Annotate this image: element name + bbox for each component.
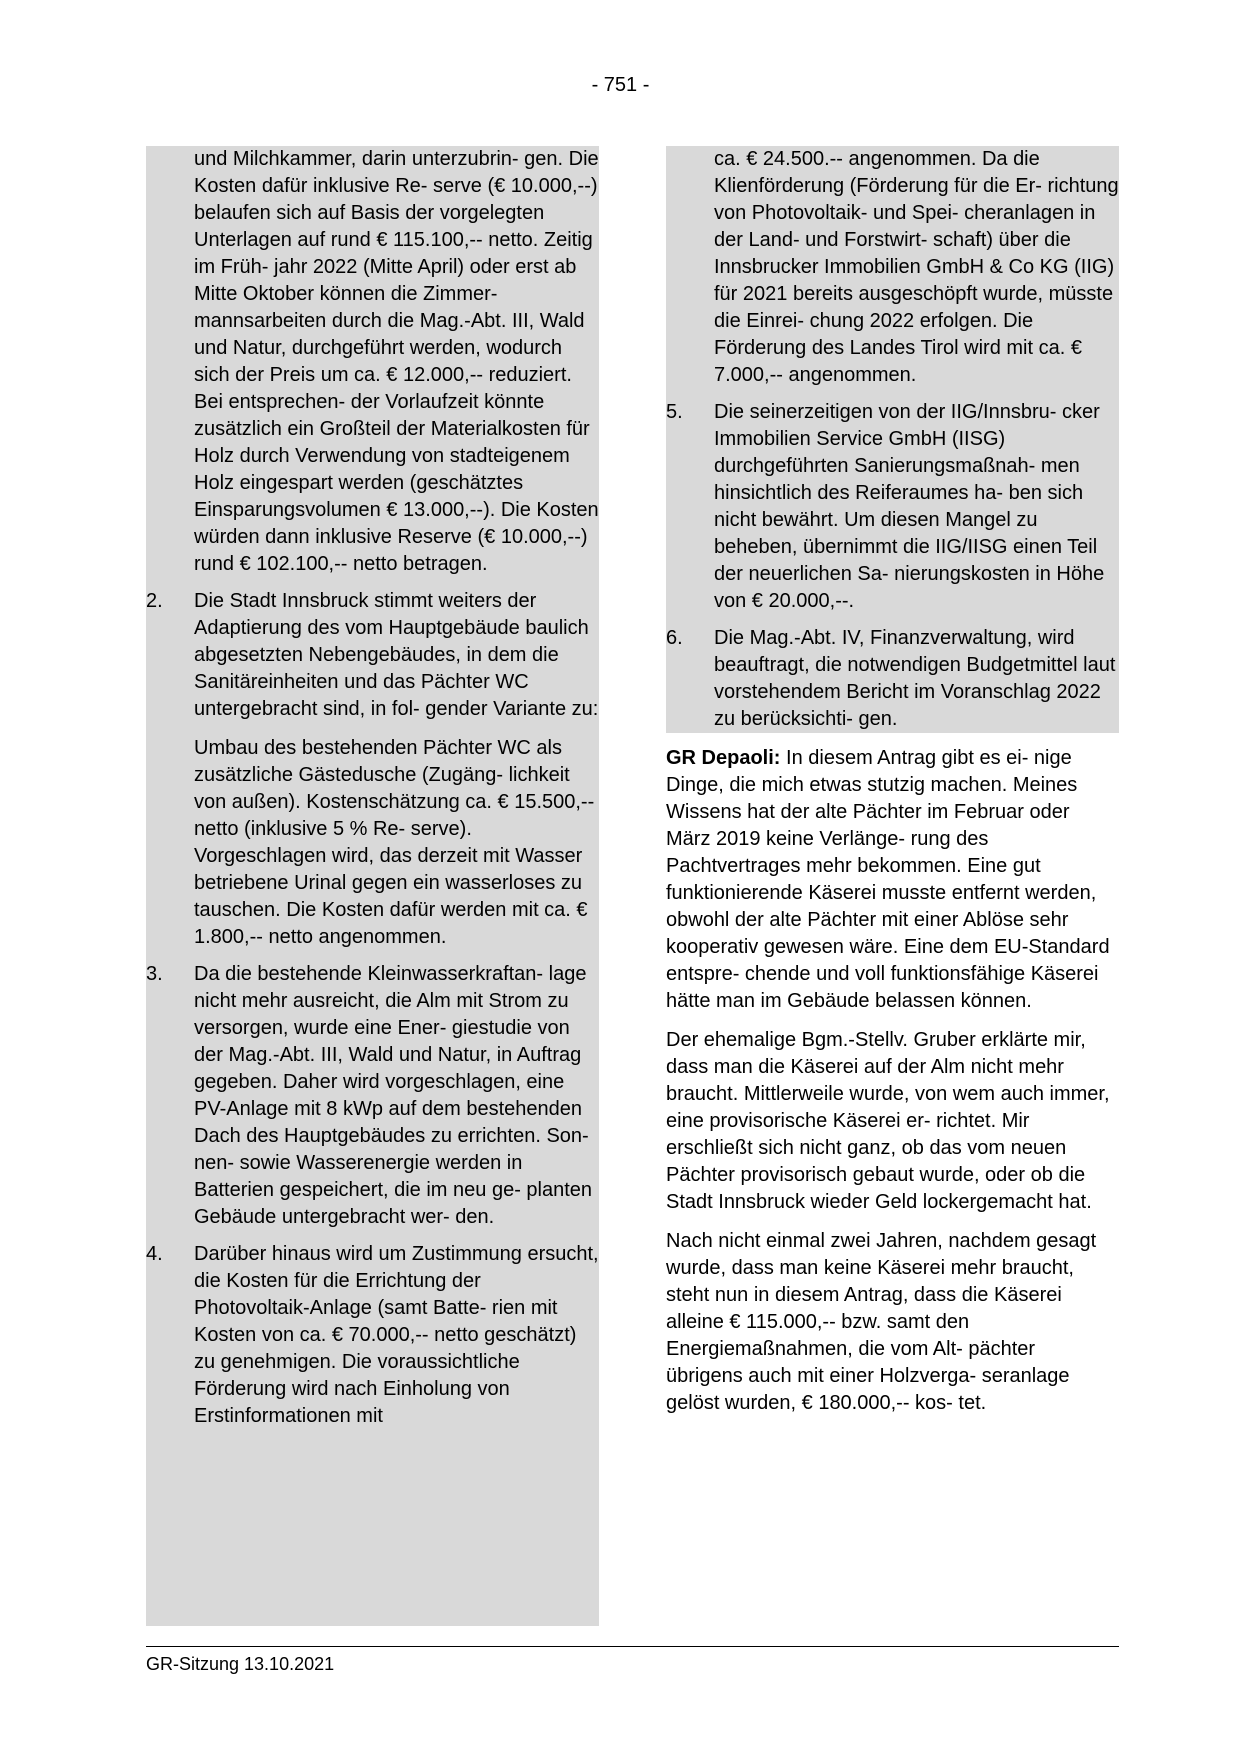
list-item-5 (666, 399, 1119, 615)
list-number: 3. (146, 963, 163, 985)
speech-paragraph-2: Der ehemalige Bgm.-Stellv. Gruber erklärte mir, dass man die Käserei auf der Alm nicht mehr braucht. Mittlerweile wurde, von wem auch immer, eine provisorische Käserei er- richtet. Mir erschließt sich nicht ganz, ob das vom neuen Pächter provisorisch gebaut wurde, oder ob die Stadt Innsbruck wieder Geld lockergemacht hat. (666, 1029, 1110, 1213)
list-text: Darüber hinaus wird um Zustimmung ersucht, die Kosten für die Errichtung der Photovoltaik-Anlage (samt Batte- rien mit Kosten von ca. € 70.000,-- netto geschätzt) zu genehmigen. Die voraussichtliche Förderung wird nach Einholung von Erstinformationen mit (194, 1243, 599, 1427)
list-number: 5. (666, 401, 683, 423)
right-continuation: ca. € 24.500.-- angenommen. Da die Klienförderung (Förderung für die Er- richtung von Photovoltaik- und Spei- cheranlagen in der Land- und Forstwirt- schaft) über die Innsbrucker Immobilien GmbH & Co KG (IIG) für 2021 bereits ausgeschöpft wurde, müsste die Einrei- chung 2022 erfolgen. Die Förderung des Landes Tirol wird mit ca. € 7.000,-- angenommen. (714, 148, 1119, 386)
speaker-name: GR Depaoli: (666, 747, 781, 769)
right-gray-block (666, 146, 1119, 733)
speech-paragraph-1 (666, 745, 1117, 1015)
speech-paragraph-3: Nach nicht einmal zwei Jahren, nachdem gesagt wurde, dass man keine Käserei mehr braucht, steht nun in diesem Antrag, dass die Käserei alleine € 115.000,-- bzw. samt den Energiemaßnahmen, die vom Alt- pächter übrigens auch mit einer Holzverga- seranlage gelöst wurden, € 180.000,-- kos- tet. (666, 1230, 1097, 1414)
list-text: Die Stadt Innsbruck stimmt weiters der Adaptierung des vom Hauptgebäude baulich abgesetzten Nebengebäudes, in dem die Sanitäreinheiten und das Pächter WC untergebracht sind, in fol- gender Variante zu: (194, 590, 599, 720)
page-number: - 751 - (591, 74, 650, 96)
footer-session-date: GR-Sitzung 13.10.2021 (146, 1654, 335, 1674)
right-column (666, 146, 1119, 1417)
list-number: 6. (666, 627, 683, 649)
footer-divider (146, 1646, 1119, 1647)
list-number: 2. (146, 590, 163, 612)
list-item-2-subparagraph: Umbau des bestehenden Pächter WC als zusätzliche Gästedusche (Zugäng- lichkeit von außen). Kostenschätzung ca. € 15.500,-- netto (inklusive 5 % Re- serve). Vorgeschlagen wird, das derzeit mit Wasser betriebene Urinal gegen ein wasserloses zu tauschen. Die Kosten dafür werden mit ca. € 1.800,-- netto angenommen. (194, 737, 595, 948)
speech-text: In diesem Antrag gibt es ei- nige Dinge, die mich etwas stutzig machen. Meines Wissens hat der alte Pächter im Februar oder März 2019 keine Verlänge- rung des Pachtvertrages mehr bekommen. Eine gut funktionierende Käserei musste entfernt werden, obwohl der alte Pächter mit einer Ablöse sehr kooperativ gewesen wäre. Eine dem EU-Standard entspre- chende und voll funktionsfähige Käserei hätte man im Gebäude belassen können. (666, 747, 1110, 1012)
list-text: Die Mag.-Abt. IV, Finanzverwaltung, wird beauftragt, die notwendigen Budgetmittel laut vorstehendem Bericht im Voranschlag 2022 zu berücksichti- gen. (714, 627, 1116, 730)
list-number: 4. (146, 1243, 163, 1265)
left-continuation: und Milchkammer, darin unterzubrin- gen. Die Kosten dafür inklusive Re- serve (€ 10.000,--) belaufen sich auf Basis der vorgelegten Unterlagen auf rund € 115.100,-- netto. Zeitig im Früh- jahr 2022 (Mitte April) oder erst ab Mitte Oktober können die Zimmer- mannsarbeiten durch die Mag.-Abt. III, Wald und Natur, durchgeführt werden, wodurch sich der Preis um ca. € 12.000,-- reduziert. Bei entsprechen- der Vorlaufzeit könnte zusätzlich ein Großteil der Materialkosten für Holz durch Verwendung von stadteigenem Holz eingespart werden (geschätztes Einsparungsvolumen € 13.000,--). Die Kosten würden dann inklusive Reserve (€ 10.000,--) rund € 102.100,-- netto betragen. (194, 148, 599, 575)
left-column (146, 146, 599, 1626)
list-item-3 (146, 961, 599, 1231)
speech-section (666, 745, 1119, 1417)
list-text: Die seinerzeitigen von der IIG/Innsbru- cker Immobilien Service GmbH (IISG) durchgeführten Sanierungsmaßnah- men hinsichtlich des Reiferaumes ha- ben sich nicht bewährt. Um diesen Mangel zu beheben, übernimmt die IIG/IISG einen Teil der neuerlichen Sa- nierungskosten in Höhe von € 20.000,--. (714, 401, 1105, 612)
list-item-4 (146, 1241, 599, 1430)
list-item-2 (146, 588, 599, 723)
list-text: Da die bestehende Kleinwasserkraftan- lage nicht mehr ausreicht, die Alm mit Strom zu versorgen, wurde eine Ener- giestudie von der Mag.-Abt. III, Wald und Natur, in Auftrag gegeben. Daher wird vorgeschlagen, eine PV-Anlage mit 8 kWp auf dem bestehenden Dach des Hauptgebäudes zu errichten. Son- nen- sowie Wasserenergie werden in Batterien gespeichert, die im neu ge- planten Gebäude untergebracht wer- den. (194, 963, 593, 1228)
list-item-6 (666, 625, 1119, 733)
